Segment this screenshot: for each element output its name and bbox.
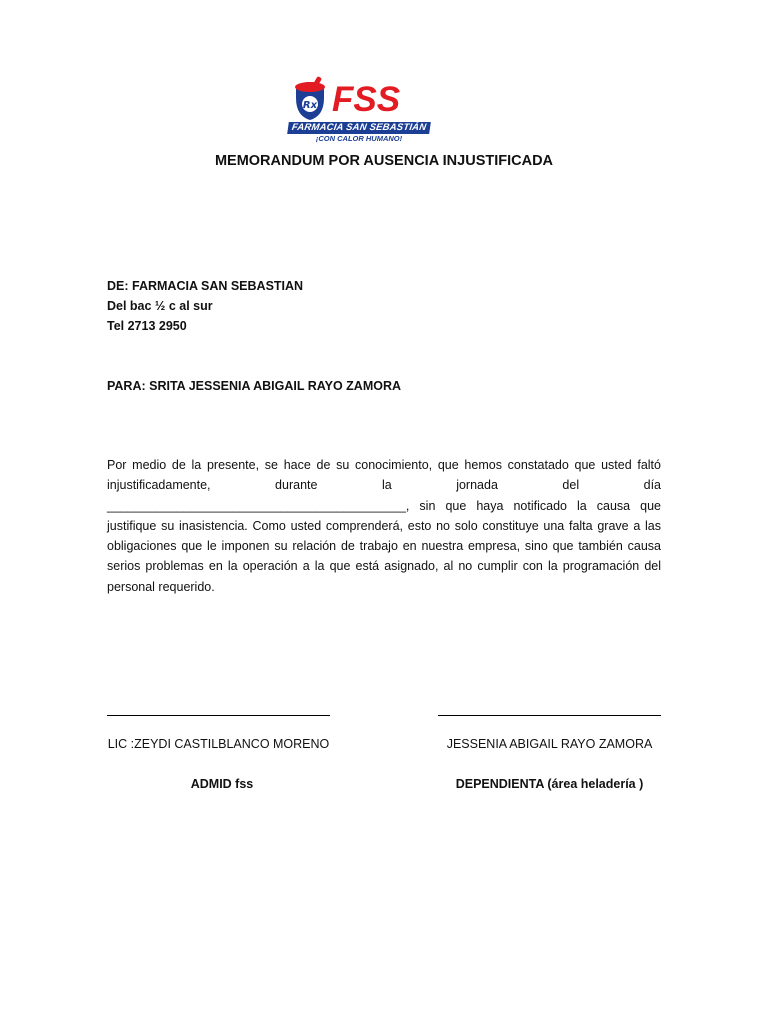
mortar-pestle-icon <box>288 76 332 124</box>
signature-line-right <box>438 715 661 716</box>
signatory-right-name: JESSENIA ABIGAIL RAYO ZAMORA <box>446 737 653 751</box>
memo-body: Por medio de la presente, se hace de su conocimiento, que hemos constatado que usted faltó injustificadamente, durante la jornada del día ___________________________________________, sin que haya notificado la causa que justifique su inasistencia. Como usted comprenderá, esto no solo constituye una falta grave a las obligaciones que le imponen su relación de trabajo en nuestra empresa, sino que también causa serios problemas en la operación a la que está asignado, al no cumplir con la programación del personal requerido. <box>107 458 661 594</box>
logo-banner: FARMACIA SAN SEBASTIÁN <box>287 122 431 134</box>
signatory-left-name: LIC :ZEYDI CASTILBLANCO MORENO <box>107 737 330 751</box>
recipient-name: PARA: SRITA JESSENIA ABIGAIL RAYO ZAMORA <box>107 379 402 393</box>
recipient-block <box>107 376 401 396</box>
rx-symbol: Rx <box>302 100 318 111</box>
sender-address: Del bac ½ c al sur <box>107 299 213 313</box>
company-logo <box>288 76 430 148</box>
signatory-left-role: ADMID fss <box>190 777 254 791</box>
sender-phone: Tel 2713 2950 <box>107 319 187 333</box>
logo-tagline: ¡CON CALOR HUMANO! <box>315 134 403 143</box>
logo-wordmark: FSS <box>332 80 401 119</box>
document-title: MEMORANDUM POR AUSENCIA INJUSTIFICADA <box>214 153 554 169</box>
signatory-right-role: DEPENDIENTA (área heladería ) <box>455 777 644 791</box>
sender-name: DE: FARMACIA SAN SEBASTIAN <box>107 279 304 293</box>
signature-line-left <box>107 715 330 716</box>
sender-block <box>107 276 303 336</box>
